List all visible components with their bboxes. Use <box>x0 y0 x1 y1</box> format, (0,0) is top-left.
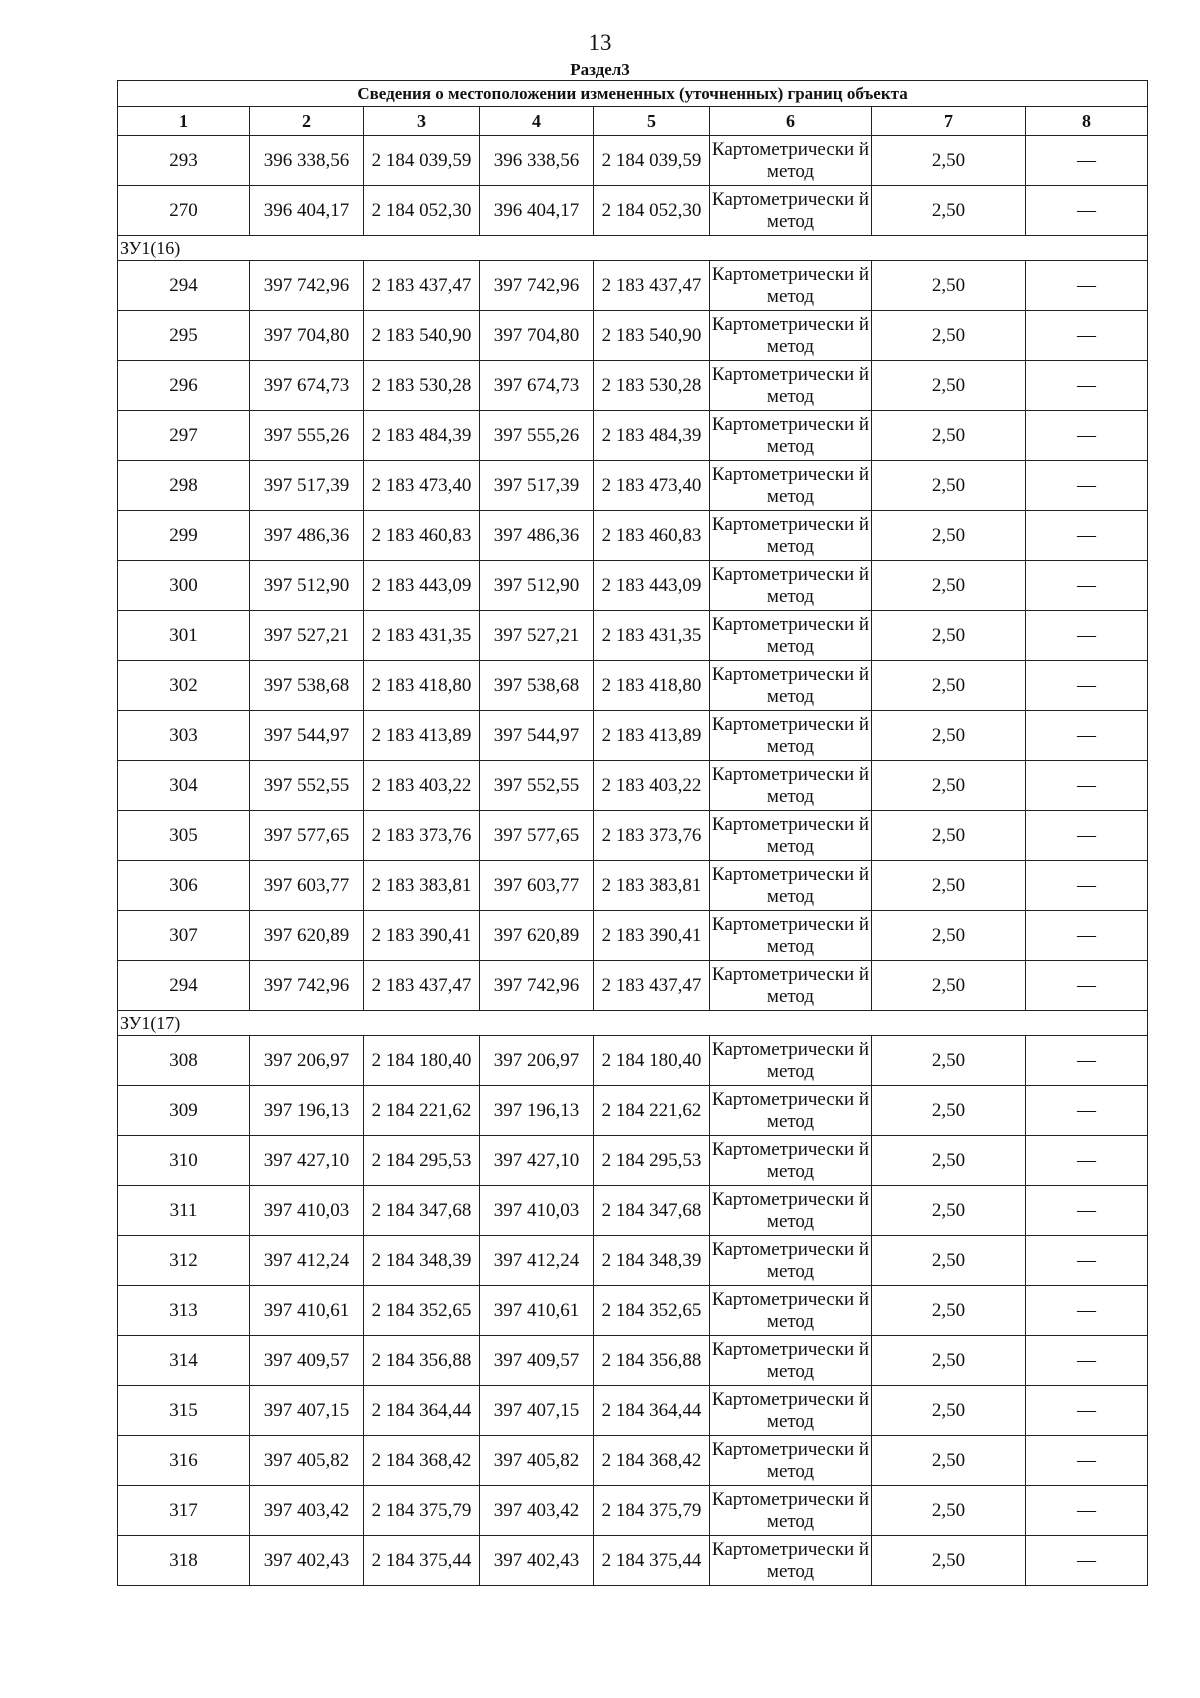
description-cell: — <box>1026 511 1148 561</box>
y-coordinate-cell: 2 184 375,44 <box>364 1536 480 1586</box>
method-cell: Картометрически й метод <box>710 1036 872 1086</box>
point-number-cell: 293 <box>118 136 250 186</box>
method-cell: Картометрически й метод <box>710 361 872 411</box>
table-row <box>118 961 1148 1011</box>
x-coordinate-cell: 397 196,13 <box>250 1086 364 1136</box>
method-cell: Картометрически й метод <box>710 136 872 186</box>
description-cell: — <box>1026 186 1148 236</box>
point-number-cell: 313 <box>118 1286 250 1336</box>
table-row <box>118 1036 1148 1086</box>
table-row <box>118 1136 1148 1186</box>
point-number-cell: 305 <box>118 811 250 861</box>
description-cell: — <box>1026 811 1148 861</box>
x-coordinate-cell: 397 527,21 <box>480 611 594 661</box>
y-coordinate-cell: 2 183 390,41 <box>594 911 710 961</box>
accuracy-cell: 2,50 <box>872 1436 1026 1486</box>
x-coordinate-cell: 397 517,39 <box>480 461 594 511</box>
column-number: 1 <box>118 107 250 136</box>
x-coordinate-cell: 397 674,73 <box>250 361 364 411</box>
point-number-cell: 306 <box>118 861 250 911</box>
table-row <box>118 511 1148 561</box>
x-coordinate-cell: 397 409,57 <box>480 1336 594 1386</box>
point-number-cell: 300 <box>118 561 250 611</box>
y-coordinate-cell: 2 184 375,79 <box>594 1486 710 1536</box>
x-coordinate-cell: 396 404,17 <box>480 186 594 236</box>
point-number-cell: 298 <box>118 461 250 511</box>
column-number-row <box>118 107 1148 136</box>
y-coordinate-cell: 2 183 390,41 <box>364 911 480 961</box>
accuracy-cell: 2,50 <box>872 1536 1026 1586</box>
accuracy-cell: 2,50 <box>872 1286 1026 1336</box>
point-number-cell: 317 <box>118 1486 250 1536</box>
method-cell: Картометрически й метод <box>710 861 872 911</box>
method-cell: Картометрически й метод <box>710 811 872 861</box>
y-coordinate-cell: 2 183 413,89 <box>594 711 710 761</box>
x-coordinate-cell: 397 206,97 <box>250 1036 364 1086</box>
point-number-cell: 296 <box>118 361 250 411</box>
point-number-cell: 297 <box>118 411 250 461</box>
table-row <box>118 861 1148 911</box>
description-cell: — <box>1026 411 1148 461</box>
y-coordinate-cell: 2 183 540,90 <box>594 311 710 361</box>
x-coordinate-cell: 397 742,96 <box>480 961 594 1011</box>
accuracy-cell: 2,50 <box>872 961 1026 1011</box>
point-number-cell: 270 <box>118 186 250 236</box>
x-coordinate-cell: 397 407,15 <box>480 1386 594 1436</box>
table-row <box>118 811 1148 861</box>
y-coordinate-cell: 2 184 221,62 <box>364 1086 480 1136</box>
accuracy-cell: 2,50 <box>872 411 1026 461</box>
y-coordinate-cell: 2 183 484,39 <box>364 411 480 461</box>
table-row <box>118 1286 1148 1336</box>
table-row <box>118 361 1148 411</box>
description-cell: — <box>1026 611 1148 661</box>
column-number: 5 <box>594 107 710 136</box>
x-coordinate-cell: 397 577,65 <box>250 811 364 861</box>
description-cell: — <box>1026 861 1148 911</box>
method-cell: Картометрически й метод <box>710 561 872 611</box>
accuracy-cell: 2,50 <box>872 1086 1026 1136</box>
description-cell: — <box>1026 461 1148 511</box>
description-cell: — <box>1026 136 1148 186</box>
description-cell: — <box>1026 1186 1148 1236</box>
x-coordinate-cell: 397 742,96 <box>250 261 364 311</box>
y-coordinate-cell: 2 183 530,28 <box>594 361 710 411</box>
method-cell: Картометрически й метод <box>710 1236 872 1286</box>
table-row <box>118 761 1148 811</box>
method-cell: Картометрически й метод <box>710 1436 872 1486</box>
y-coordinate-cell: 2 184 375,79 <box>364 1486 480 1536</box>
y-coordinate-cell: 2 184 368,42 <box>594 1436 710 1486</box>
method-cell: Картометрически й метод <box>710 711 872 761</box>
y-coordinate-cell: 2 184 352,65 <box>594 1286 710 1336</box>
y-coordinate-cell: 2 183 418,80 <box>364 661 480 711</box>
y-coordinate-cell: 2 184 052,30 <box>364 186 480 236</box>
method-cell: Картометрически й метод <box>710 411 872 461</box>
table-row <box>118 911 1148 961</box>
y-coordinate-cell: 2 183 373,76 <box>594 811 710 861</box>
y-coordinate-cell: 2 183 443,09 <box>364 561 480 611</box>
group-header-row <box>118 236 1148 261</box>
accuracy-cell: 2,50 <box>872 1136 1026 1186</box>
column-number: 8 <box>1026 107 1148 136</box>
accuracy-cell: 2,50 <box>872 1486 1026 1536</box>
x-coordinate-cell: 397 486,36 <box>480 511 594 561</box>
y-coordinate-cell: 2 184 348,39 <box>364 1236 480 1286</box>
x-coordinate-cell: 397 412,24 <box>250 1236 364 1286</box>
method-cell: Картометрически й метод <box>710 1386 872 1436</box>
description-cell: — <box>1026 361 1148 411</box>
accuracy-cell: 2,50 <box>872 311 1026 361</box>
x-coordinate-cell: 397 427,10 <box>250 1136 364 1186</box>
x-coordinate-cell: 397 620,89 <box>250 911 364 961</box>
point-number-cell: 301 <box>118 611 250 661</box>
table-row <box>118 1486 1148 1536</box>
x-coordinate-cell: 396 338,56 <box>480 136 594 186</box>
x-coordinate-cell: 397 555,26 <box>250 411 364 461</box>
x-coordinate-cell: 397 512,90 <box>250 561 364 611</box>
x-coordinate-cell: 397 196,13 <box>480 1086 594 1136</box>
method-cell: Картометрически й метод <box>710 961 872 1011</box>
coordinates-table <box>117 80 1148 1586</box>
point-number-cell: 318 <box>118 1536 250 1586</box>
accuracy-cell: 2,50 <box>872 661 1026 711</box>
description-cell: — <box>1026 1036 1148 1086</box>
description-cell: — <box>1026 911 1148 961</box>
x-coordinate-cell: 397 704,80 <box>250 311 364 361</box>
x-coordinate-cell: 396 404,17 <box>250 186 364 236</box>
y-coordinate-cell: 2 184 221,62 <box>594 1086 710 1136</box>
accuracy-cell: 2,50 <box>872 186 1026 236</box>
accuracy-cell: 2,50 <box>872 1186 1026 1236</box>
point-number-cell: 294 <box>118 961 250 1011</box>
description-cell: — <box>1026 311 1148 361</box>
x-coordinate-cell: 397 427,10 <box>480 1136 594 1186</box>
method-cell: Картометрически й метод <box>710 1086 872 1136</box>
point-number-cell: 315 <box>118 1386 250 1436</box>
x-coordinate-cell: 396 338,56 <box>250 136 364 186</box>
description-cell: — <box>1026 711 1148 761</box>
method-cell: Картометрически й метод <box>710 611 872 661</box>
method-cell: Картометрически й метод <box>710 1286 872 1336</box>
accuracy-cell: 2,50 <box>872 861 1026 911</box>
x-coordinate-cell: 397 402,43 <box>250 1536 364 1586</box>
method-cell: Картометрически й метод <box>710 1136 872 1186</box>
y-coordinate-cell: 2 184 352,65 <box>364 1286 480 1336</box>
x-coordinate-cell: 397 603,77 <box>250 861 364 911</box>
accuracy-cell: 2,50 <box>872 611 1026 661</box>
x-coordinate-cell: 397 742,96 <box>480 261 594 311</box>
x-coordinate-cell: 397 407,15 <box>250 1386 364 1436</box>
y-coordinate-cell: 2 183 383,81 <box>364 861 480 911</box>
x-coordinate-cell: 397 620,89 <box>480 911 594 961</box>
y-coordinate-cell: 2 183 443,09 <box>594 561 710 611</box>
table-row <box>118 561 1148 611</box>
y-coordinate-cell: 2 184 180,40 <box>364 1036 480 1086</box>
y-coordinate-cell: 2 184 375,44 <box>594 1536 710 1586</box>
x-coordinate-cell: 397 538,68 <box>250 661 364 711</box>
accuracy-cell: 2,50 <box>872 711 1026 761</box>
column-number: 6 <box>710 107 872 136</box>
table-caption: Сведения о местоположении измененных (уточненных) границ объекта <box>118 81 1148 107</box>
description-cell: — <box>1026 561 1148 611</box>
description-cell: — <box>1026 1286 1148 1336</box>
point-number-cell: 308 <box>118 1036 250 1086</box>
y-coordinate-cell: 2 183 431,35 <box>594 611 710 661</box>
table-row <box>118 1186 1148 1236</box>
point-number-cell: 302 <box>118 661 250 711</box>
method-cell: Картометрически й метод <box>710 761 872 811</box>
column-number: 2 <box>250 107 364 136</box>
table-row <box>118 461 1148 511</box>
x-coordinate-cell: 397 552,55 <box>250 761 364 811</box>
accuracy-cell: 2,50 <box>872 761 1026 811</box>
y-coordinate-cell: 2 183 473,40 <box>364 461 480 511</box>
y-coordinate-cell: 2 183 437,47 <box>594 261 710 311</box>
y-coordinate-cell: 2 183 373,76 <box>364 811 480 861</box>
point-number-cell: 303 <box>118 711 250 761</box>
description-cell: — <box>1026 1536 1148 1586</box>
x-coordinate-cell: 397 544,97 <box>250 711 364 761</box>
point-number-cell: 309 <box>118 1086 250 1136</box>
table-row <box>118 1386 1148 1436</box>
description-cell: — <box>1026 1136 1148 1186</box>
description-cell: — <box>1026 1236 1148 1286</box>
method-cell: Картометрически й метод <box>710 661 872 711</box>
description-cell: — <box>1026 1386 1148 1436</box>
accuracy-cell: 2,50 <box>872 261 1026 311</box>
accuracy-cell: 2,50 <box>872 1336 1026 1386</box>
table-row <box>118 661 1148 711</box>
point-number-cell: 311 <box>118 1186 250 1236</box>
y-coordinate-cell: 2 184 356,88 <box>594 1336 710 1386</box>
x-coordinate-cell: 397 577,65 <box>480 811 594 861</box>
accuracy-cell: 2,50 <box>872 1386 1026 1436</box>
description-cell: — <box>1026 961 1148 1011</box>
description-cell: — <box>1026 261 1148 311</box>
point-number-cell: 307 <box>118 911 250 961</box>
method-cell: Картометрически й метод <box>710 1186 872 1236</box>
x-coordinate-cell: 397 603,77 <box>480 861 594 911</box>
accuracy-cell: 2,50 <box>872 136 1026 186</box>
accuracy-cell: 2,50 <box>872 1236 1026 1286</box>
y-coordinate-cell: 2 183 403,22 <box>364 761 480 811</box>
x-coordinate-cell: 397 544,97 <box>480 711 594 761</box>
point-number-cell: 294 <box>118 261 250 311</box>
y-coordinate-cell: 2 183 460,83 <box>594 511 710 561</box>
section-title: Раздел3 <box>570 60 630 79</box>
accuracy-cell: 2,50 <box>872 1036 1026 1086</box>
y-coordinate-cell: 2 184 052,30 <box>594 186 710 236</box>
x-coordinate-cell: 397 410,61 <box>480 1286 594 1336</box>
table-row <box>118 1236 1148 1286</box>
y-coordinate-cell: 2 183 530,28 <box>364 361 480 411</box>
table-row <box>118 611 1148 661</box>
description-cell: — <box>1026 761 1148 811</box>
y-coordinate-cell: 2 184 364,44 <box>594 1386 710 1436</box>
group-header-row <box>118 1011 1148 1036</box>
table-caption-row <box>118 81 1148 107</box>
x-coordinate-cell: 397 412,24 <box>480 1236 594 1286</box>
column-number: 3 <box>364 107 480 136</box>
y-coordinate-cell: 2 183 413,89 <box>364 711 480 761</box>
description-cell: — <box>1026 1486 1148 1536</box>
y-coordinate-cell: 2 184 347,68 <box>364 1186 480 1236</box>
accuracy-cell: 2,50 <box>872 911 1026 961</box>
x-coordinate-cell: 397 512,90 <box>480 561 594 611</box>
x-coordinate-cell: 397 405,82 <box>480 1436 594 1486</box>
y-coordinate-cell: 2 183 403,22 <box>594 761 710 811</box>
table-row <box>118 1086 1148 1136</box>
table-row <box>118 411 1148 461</box>
table-row <box>118 311 1148 361</box>
y-coordinate-cell: 2 184 295,53 <box>364 1136 480 1186</box>
x-coordinate-cell: 397 674,73 <box>480 361 594 411</box>
x-coordinate-cell: 397 405,82 <box>250 1436 364 1486</box>
y-coordinate-cell: 2 184 347,68 <box>594 1186 710 1236</box>
point-number-cell: 299 <box>118 511 250 561</box>
y-coordinate-cell: 2 183 540,90 <box>364 311 480 361</box>
x-coordinate-cell: 397 410,03 <box>480 1186 594 1236</box>
accuracy-cell: 2,50 <box>872 461 1026 511</box>
method-cell: Картометрически й метод <box>710 1336 872 1386</box>
table-row <box>118 186 1148 236</box>
accuracy-cell: 2,50 <box>872 811 1026 861</box>
y-coordinate-cell: 2 184 364,44 <box>364 1386 480 1436</box>
y-coordinate-cell: 2 184 039,59 <box>594 136 710 186</box>
x-coordinate-cell: 397 410,03 <box>250 1186 364 1236</box>
method-cell: Картометрически й метод <box>710 1486 872 1536</box>
x-coordinate-cell: 397 206,97 <box>480 1036 594 1086</box>
y-coordinate-cell: 2 184 295,53 <box>594 1136 710 1186</box>
description-cell: — <box>1026 1086 1148 1136</box>
y-coordinate-cell: 2 184 180,40 <box>594 1036 710 1086</box>
method-cell: Картометрически й метод <box>710 186 872 236</box>
table-row <box>118 1436 1148 1486</box>
y-coordinate-cell: 2 183 473,40 <box>594 461 710 511</box>
x-coordinate-cell: 397 538,68 <box>480 661 594 711</box>
accuracy-cell: 2,50 <box>872 361 1026 411</box>
column-number: 4 <box>480 107 594 136</box>
point-number-cell: 295 <box>118 311 250 361</box>
point-number-cell: 312 <box>118 1236 250 1286</box>
point-number-cell: 310 <box>118 1136 250 1186</box>
page-number: 13 <box>588 30 612 55</box>
group-label: ЗУ1(17) <box>118 1011 1148 1036</box>
y-coordinate-cell: 2 184 039,59 <box>364 136 480 186</box>
y-coordinate-cell: 2 183 431,35 <box>364 611 480 661</box>
x-coordinate-cell: 397 486,36 <box>250 511 364 561</box>
y-coordinate-cell: 2 183 437,47 <box>364 261 480 311</box>
group-label: ЗУ1(16) <box>118 236 1148 261</box>
table-row <box>118 261 1148 311</box>
method-cell: Картометрически й метод <box>710 911 872 961</box>
x-coordinate-cell: 397 403,42 <box>250 1486 364 1536</box>
accuracy-cell: 2,50 <box>872 511 1026 561</box>
table-row <box>118 1536 1148 1586</box>
table-row <box>118 1336 1148 1386</box>
x-coordinate-cell: 397 403,42 <box>480 1486 594 1536</box>
point-number-cell: 314 <box>118 1336 250 1386</box>
x-coordinate-cell: 397 552,55 <box>480 761 594 811</box>
y-coordinate-cell: 2 184 356,88 <box>364 1336 480 1386</box>
y-coordinate-cell: 2 183 383,81 <box>594 861 710 911</box>
y-coordinate-cell: 2 183 460,83 <box>364 511 480 561</box>
x-coordinate-cell: 397 742,96 <box>250 961 364 1011</box>
x-coordinate-cell: 397 555,26 <box>480 411 594 461</box>
y-coordinate-cell: 2 183 418,80 <box>594 661 710 711</box>
table-row <box>118 136 1148 186</box>
method-cell: Картометрически й метод <box>710 261 872 311</box>
x-coordinate-cell: 397 527,21 <box>250 611 364 661</box>
table-body <box>118 81 1148 1586</box>
y-coordinate-cell: 2 183 437,47 <box>594 961 710 1011</box>
x-coordinate-cell: 397 704,80 <box>480 311 594 361</box>
description-cell: — <box>1026 1336 1148 1386</box>
method-cell: Картометрически й метод <box>710 511 872 561</box>
method-cell: Картометрически й метод <box>710 1536 872 1586</box>
description-cell: — <box>1026 1436 1148 1486</box>
table-row <box>118 711 1148 761</box>
x-coordinate-cell: 397 409,57 <box>250 1336 364 1386</box>
accuracy-cell: 2,50 <box>872 561 1026 611</box>
x-coordinate-cell: 397 402,43 <box>480 1536 594 1586</box>
y-coordinate-cell: 2 184 368,42 <box>364 1436 480 1486</box>
method-cell: Картометрически й метод <box>710 311 872 361</box>
x-coordinate-cell: 397 517,39 <box>250 461 364 511</box>
method-cell: Картометрически й метод <box>710 461 872 511</box>
point-number-cell: 316 <box>118 1436 250 1486</box>
y-coordinate-cell: 2 183 484,39 <box>594 411 710 461</box>
x-coordinate-cell: 397 410,61 <box>250 1286 364 1336</box>
y-coordinate-cell: 2 184 348,39 <box>594 1236 710 1286</box>
description-cell: — <box>1026 661 1148 711</box>
point-number-cell: 304 <box>118 761 250 811</box>
column-number: 7 <box>872 107 1026 136</box>
y-coordinate-cell: 2 183 437,47 <box>364 961 480 1011</box>
